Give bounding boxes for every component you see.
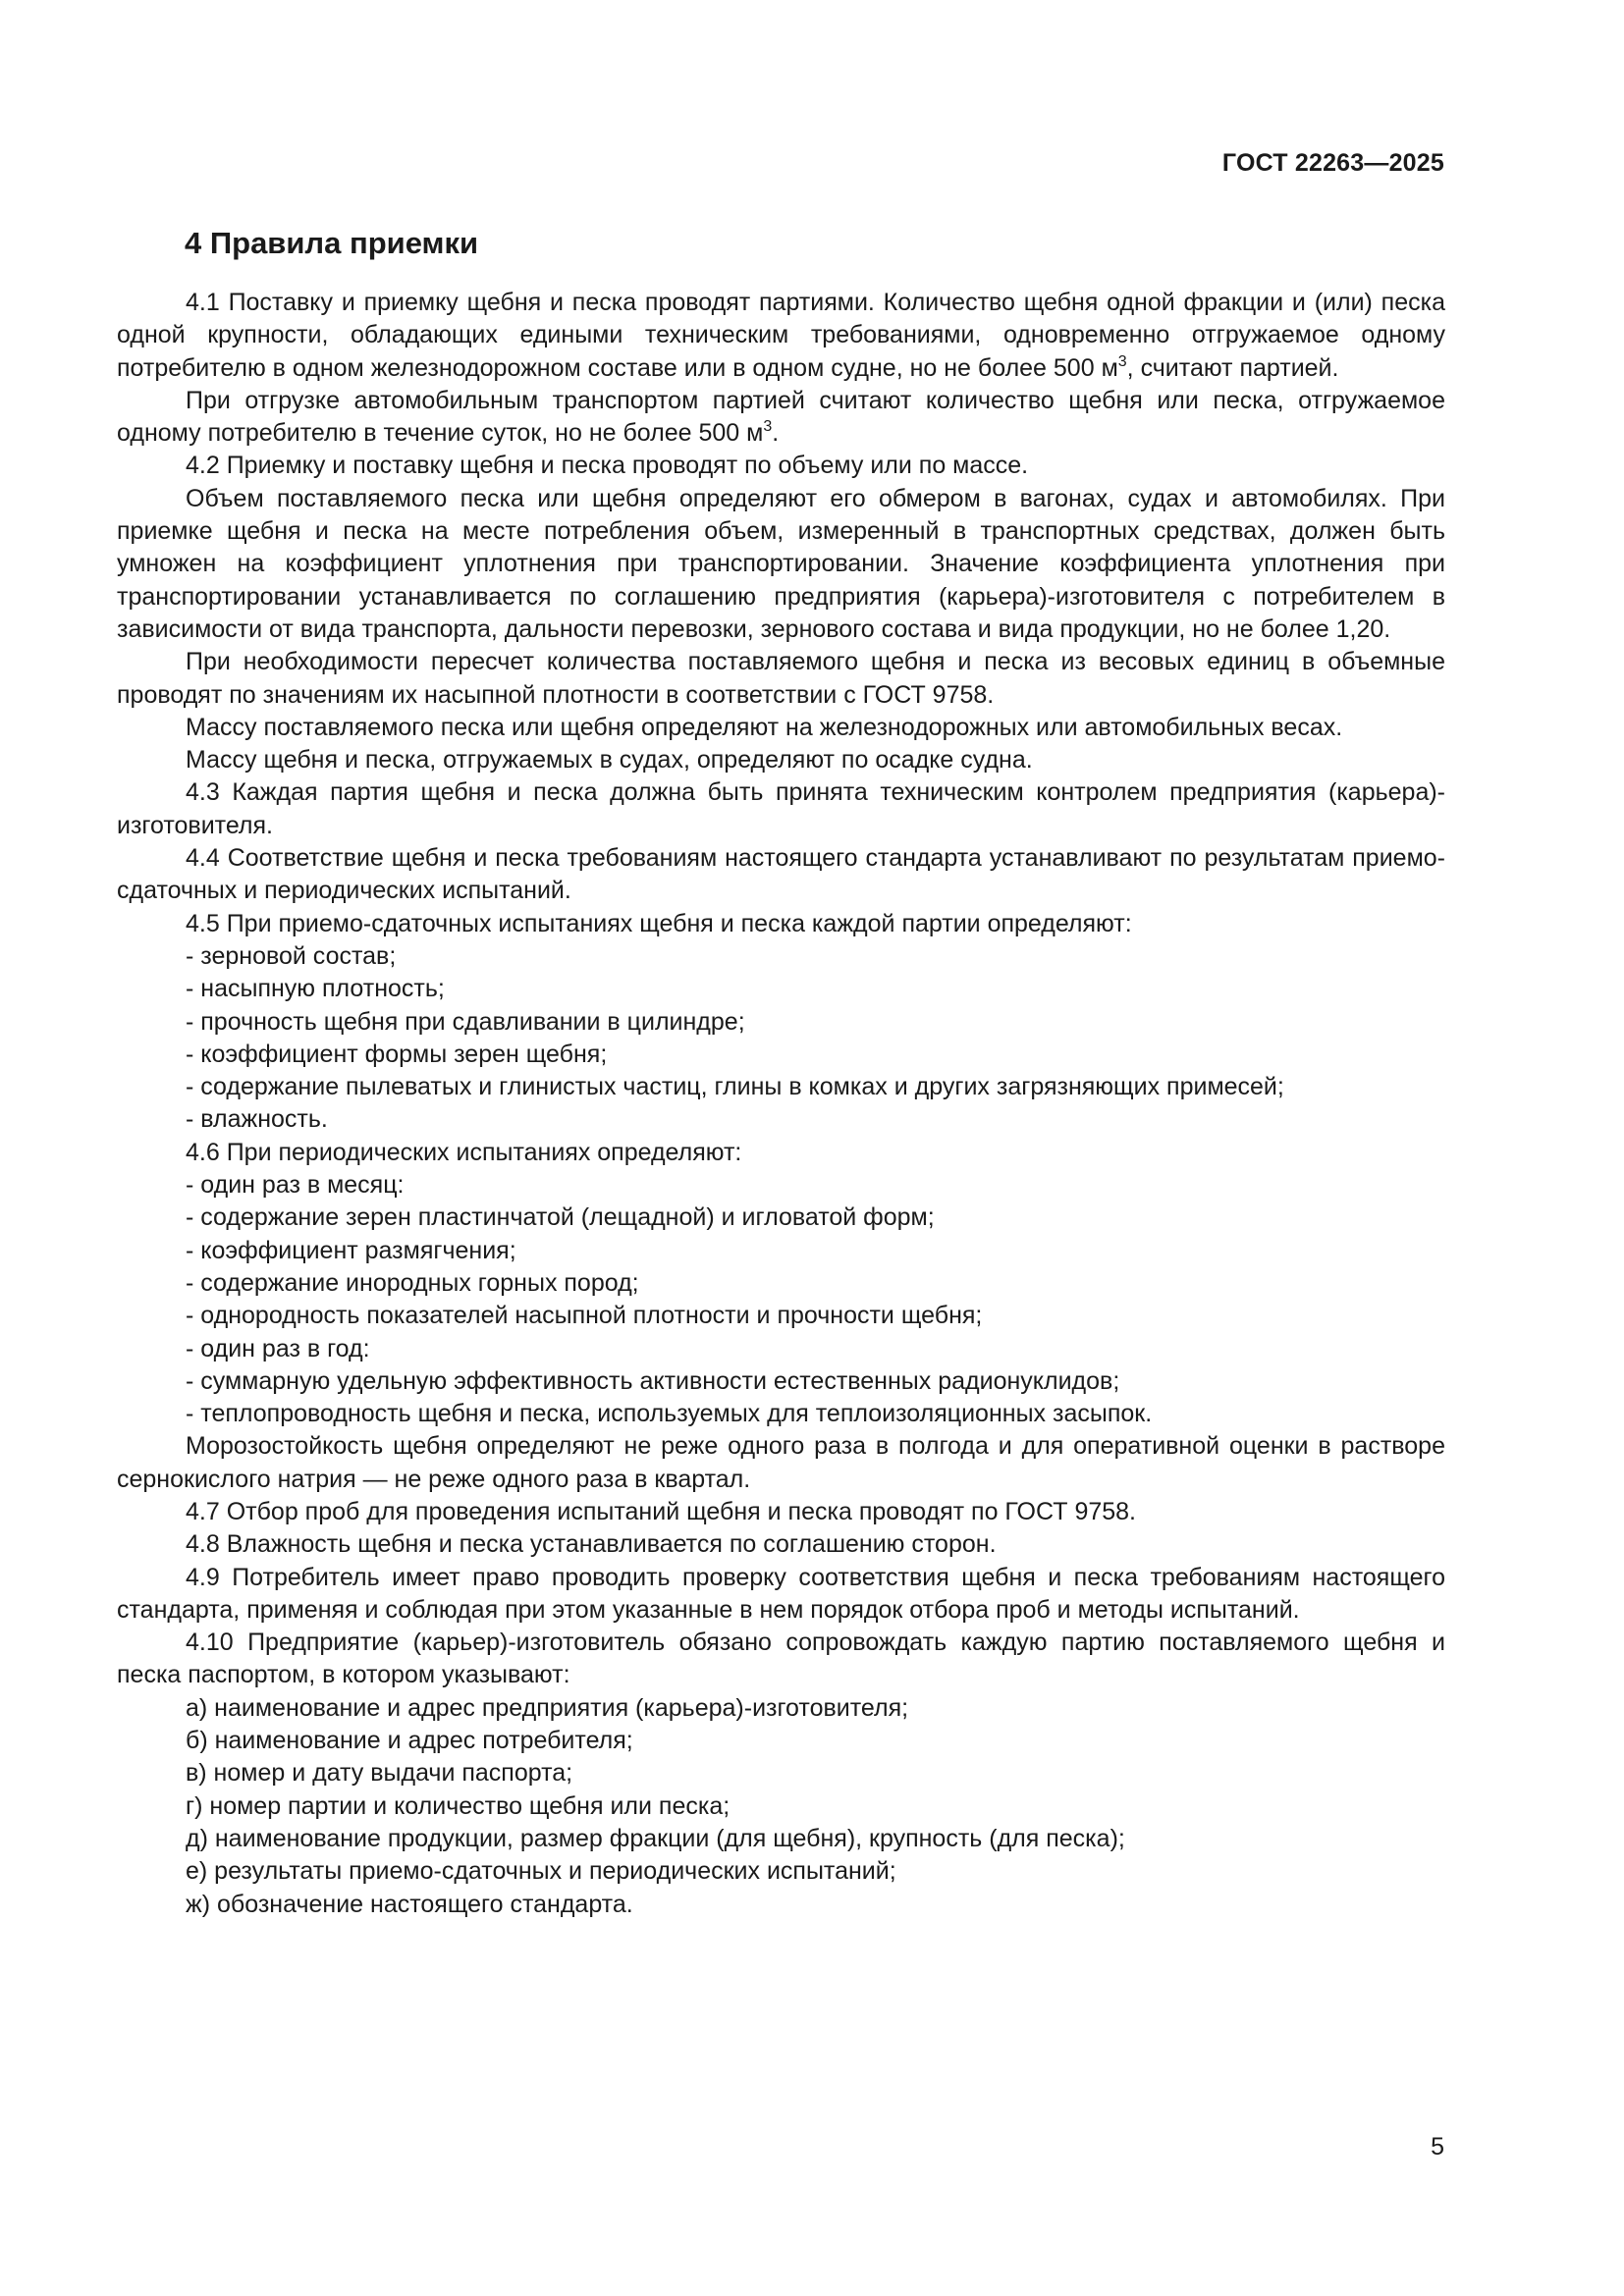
paragraph-4-10: 4.10 Предприятие (карьер)-изготовитель обязано сопровождать каждую партию поставляемого щебня и песка паспортом, в котором указывают: [117,1629,1445,1689]
list-item: - содержание пылеватых и глинистых частиц, глины в комках и других загрязняющих примесей; [186,1073,1284,1101]
list-item: - зерновой состав; [186,941,397,970]
document-code: ГОСТ 22263—2025 [1221,149,1444,177]
list-item: - влажность. [186,1105,328,1134]
paragraph-4-8: 4.8 Влажность щебня и песка устанавливается по соглашению сторон. [186,1530,997,1559]
paragraph-4-2: 4.2 Приемку и поставку щебня и песка проводят по объему или по массе. [186,452,1029,480]
paragraph-frost-resistance: Морозостойкость щебня определяют не реже одного раза в полгода и для оперативной оценки в растворе сернокислого натрия — не реже одного раза в квартал. [117,1432,1445,1493]
list-item: в) номер и дату выдачи паспорта; [186,1759,573,1788]
paragraph-4-1: 4.1 Поставку и приемку щебня и песка проводят партиями. Количество щебня одной фракции и (или) песка одной крупности, обладающих едиными техническим требованиями, одновременно отгружаемое одному потребителю в одном железнодорожном составе или в одном судне, но не более 500 $м^3$, считают партией. [117,289,1445,382]
paragraph-4-9: 4.9 Потребитель имеет право проводить проверку соответствия щебня и песка требованиям настоящего стандарта, применяя и соблюдая при этом указанные в нем порядок отбора проб и методы испытаний. [117,1563,1445,1624]
list-item: - содержание зерен пластинчатой (лещадной) и игловатой форм; [186,1203,935,1232]
paragraph-auto-transport: При отгрузке автомобильным транспортом партией считают количество щебня или песка, отгружаемое одному потребителю в течение суток, но не более 500 $м^3$. [117,386,1445,448]
paragraph-mass-ship: Массу щебня и песка, отгружаемых в судах, определяют по осадке судна. [186,746,1033,774]
list-item: ж) обозначение настоящего стандарта. [186,1890,633,1918]
list-item: - теплопроводность щебня и песка, используемых для теплоизоляционных засыпок. [186,1400,1153,1428]
list-item: - один раз в год: [186,1334,370,1362]
section-body [117,287,1445,1921]
list-item: - насыпную плотность; [186,975,445,1003]
paragraph-mass: Массу поставляемого песка или щебня определяют на железнодорожных или автомобильных весах. [186,713,1343,741]
list-item: - один раз в месяц: [186,1171,405,1200]
page-number: 5 [1431,2133,1444,2161]
list-item: - коэффициент формы зерен щебня; [186,1040,608,1068]
list-item: б) наименование и адрес потребителя; [186,1727,633,1755]
paragraph-4-7: 4.7 Отбор проб для проведения испытаний щебня и песка проводят по ГОСТ 9758. [186,1497,1137,1525]
list-item: г) номер партии и количество щебня или песка; [186,1791,731,1820]
list-item: - суммарную удельную эффективность активности естественных радионуклидов; [186,1366,1120,1395]
list-item: - прочность щебня при сдавливании в цилиндре; [186,1007,745,1036]
list-item: а) наименование и адрес предприятия (карьера)-изготовителя; [186,1693,909,1722]
list-item: - содержание инородных горных пород; [186,1268,639,1297]
paragraph-4-5: 4.5 При приемо-сдаточных испытаниях щебня и песка каждой партии определяют: [186,909,1132,937]
paragraph-4-4: 4.4 Соответствие щебня и песка требованиям настоящего стандарта устанавливают по результатам приемо-сдаточных и периодических испытаний. [117,844,1445,905]
paragraph-volume: Объем поставляемого песка или щебня определяют его обмером в вагонах, судах и автомобилях. При приемке щебня и песка на месте потребления объем, измеренный в транспортных средствах, должен быть умножен на коэффициент уплотнения при транспортировании. Значение коэффициента уплотнения при транспортировании устанавливается по соглашению предприятия (карьера)-изготовителя с потребителем в зависимости от вида транспорта, дальности перевозки, зернового состава и вида продукции, но не более 1,20. [117,484,1445,643]
list-item: д) наименование продукции, размер фракции (для щебня), крупность (для песка); [186,1824,1125,1852]
list-item: е) результаты приемо-сдаточных и периодических испытаний; [186,1857,896,1886]
list-item: - коэффициент размягчения; [186,1236,516,1264]
paragraph-4-3: 4.3 Каждая партия щебня и песка должна быть принята техническим контролем предприятия (карьера)-изготовителя. [117,778,1445,839]
paragraph-4-6: 4.6 При периодических испытаниях определяют: [186,1138,742,1166]
section-title: 4 Правила приемки [185,226,479,260]
paragraph-recalculation: При необходимости пересчет количества поставляемого щебня и песка из весовых единиц в объемные проводят по значениям их насыпной плотности в соответствии с ГОСТ 9758. [117,648,1445,709]
list-item: - однородность показателей насыпной плотности и прочности щебня; [186,1302,983,1330]
